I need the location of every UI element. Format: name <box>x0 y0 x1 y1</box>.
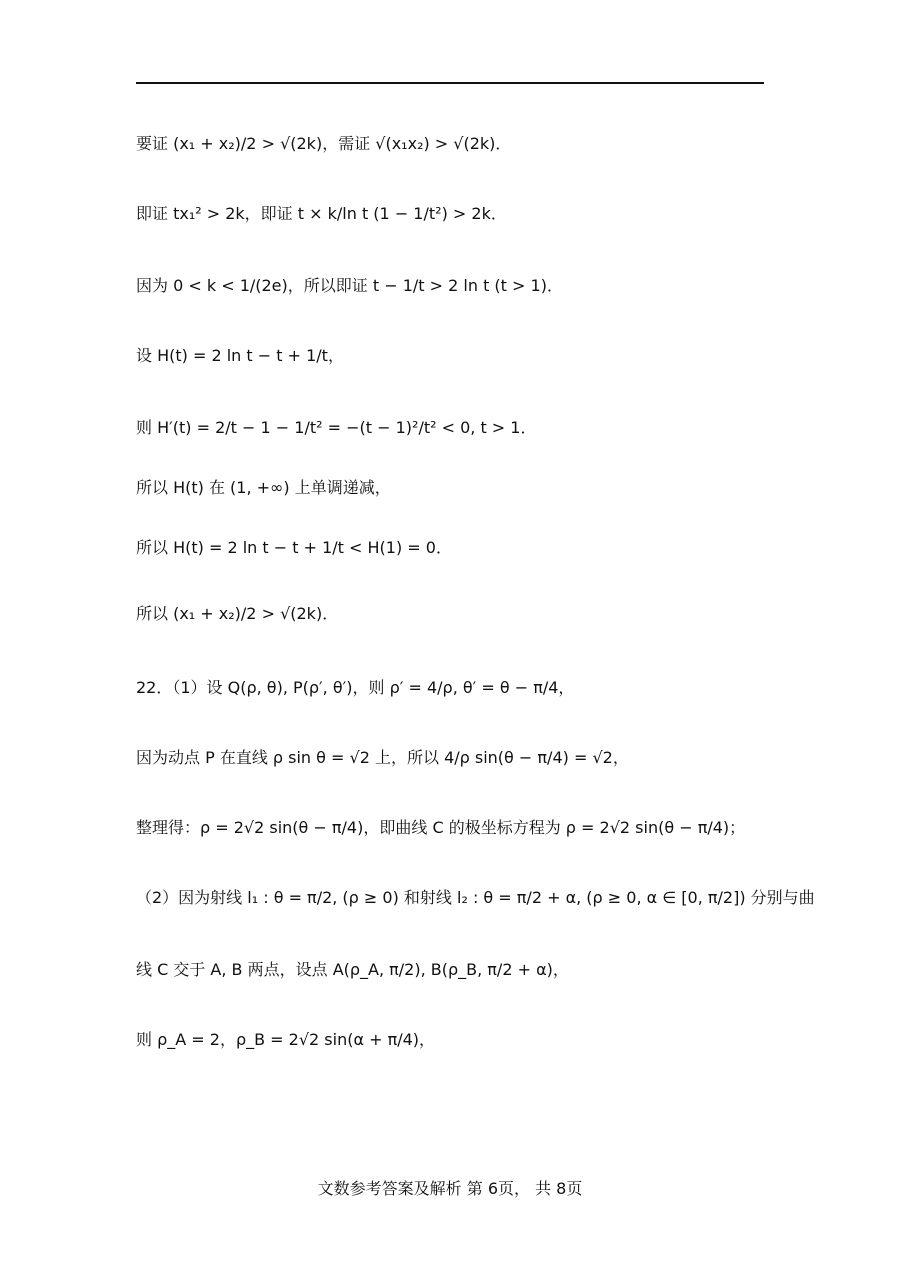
line-2: 即证 tx₁² > 2k，即证 t × k/ln t (1 − 1/t²) > 2k． <box>136 204 507 223</box>
line-10: 因为动点 P 在直线 ρ sin θ = √2 上，所以 4/ρ sin(θ − π/4) = √2， <box>136 748 629 767</box>
page-footer: 文数参考答案及解析 第 6页， 共 8页 <box>317 1179 583 1198</box>
line-1: 要证 (x₁ + x₂)/2 > √(2k)，需证 √(x₁x₂) > √(2k)． <box>136 134 512 153</box>
line-11: 整理得：ρ = 2√2 sin(θ − π/4)，即曲线 C 的极坐标方程为 ρ = 2√2 sin(θ − π/4)； <box>136 818 746 837</box>
line-14: 则 ρ_A = 2，ρ_B = 2√2 sin(α + π/4)， <box>136 1030 436 1049</box>
line-7: 所以 H(t) = 2 ln t − t + 1/t < H(1) = 0． <box>136 538 452 557</box>
line-6: 所以 H(t) 在 (1, +∞) 上单调递减， <box>136 478 391 497</box>
line-13: 线 C 交于 A, B 两点，设点 A(ρ_A, π/2), B(ρ_B, π/2 + α)， <box>136 960 569 979</box>
line-3: 因为 0 < k < 1/(2e)，所以即证 t − 1/t > 2 ln t (t > 1)． <box>136 276 563 295</box>
line-5: 则 H′(t) = 2/t − 1 − 1/t² = −(t − 1)²/t² < 0, t > 1． <box>136 418 537 437</box>
line-9: 22．（1）设 Q(ρ, θ), P(ρ′, θ′)，则 ρ′ = 4/ρ, θ′ = θ − π/4， <box>136 678 575 697</box>
line-8: 所以 (x₁ + x₂)/2 > √(2k)． <box>136 604 339 623</box>
line-4: 设 H(t) = 2 ln t − t + 1/t， <box>136 346 344 365</box>
header-rule <box>136 82 764 84</box>
line-12: （2）因为射线 l₁ : θ = π/2, (ρ ≥ 0) 和射线 l₂ : θ = π/2 + α, (ρ ≥ 0, α ∈ [0, π/2]) 分别与曲 <box>136 888 815 907</box>
